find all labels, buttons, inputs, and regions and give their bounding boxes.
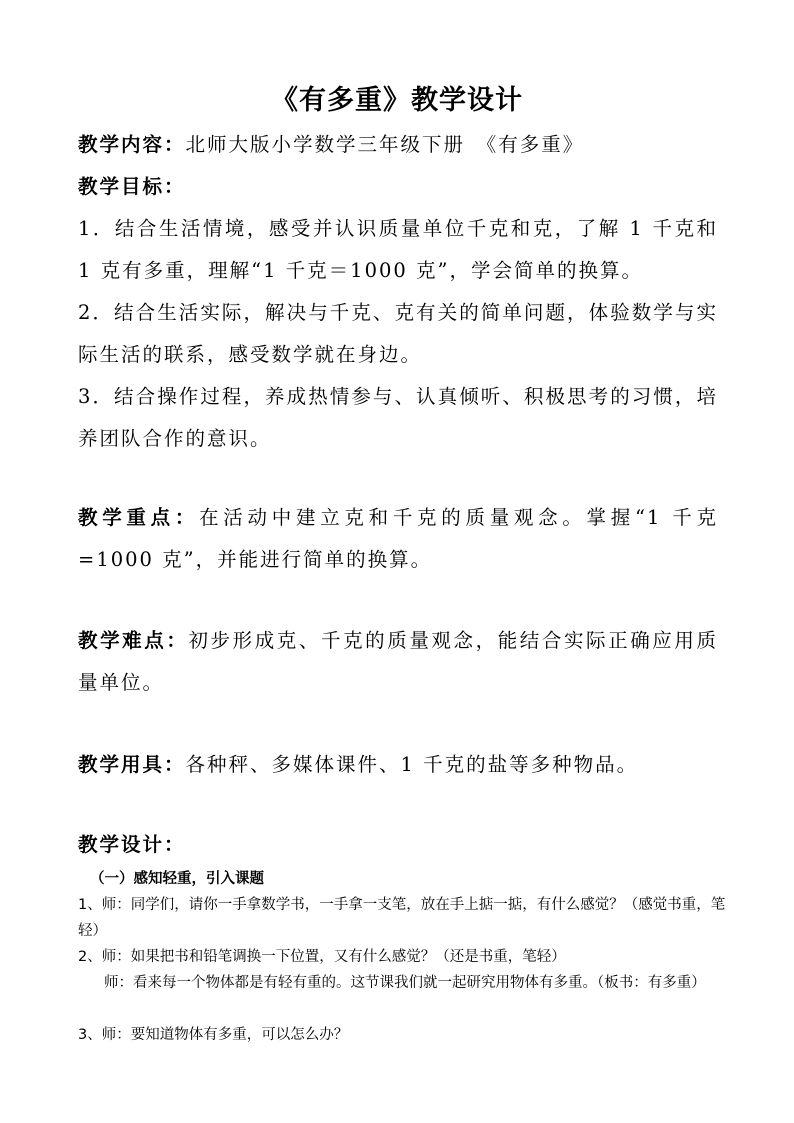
key-point (78, 497, 718, 581)
key-point-text: 在活动中建立克和千克的质量观念。掌握“1 千克 =1000 克”，并能进行简单的换算。 (78, 506, 718, 571)
design-line-4: 3、师：要知道物体有多重，可以怎么办？ (78, 1027, 349, 1043)
difficulty-label: 教学难点： (78, 629, 189, 652)
tools (78, 744, 718, 786)
difficulty (78, 620, 718, 704)
goals-label-text: 教学目标： (78, 175, 186, 198)
goal-item-3: 3．结合操作过程，养成热情参与、认真倾听、积极思考的习惯，培养团队合作的意识。 (78, 385, 718, 450)
design-line-1: 1、师：同学们，请你一手拿数学书，一手拿一支笔，放在手上掂一掂，有什么感觉？（感觉书重，笔轻） (78, 897, 726, 939)
section-1-title (78, 866, 728, 892)
tools-label: 教学用具： (78, 753, 186, 776)
teaching-content-text: 北师大版小学数学三年级下册 《有多重》 (185, 133, 585, 156)
teaching-goals-label (78, 166, 718, 208)
key-point-label: 教学重点： (78, 506, 200, 529)
goal-item-2: 2．结合生活实际，解决与千克、克有关的简单问题，体验数学与实际生活的联系，感受数学就在身边。 (78, 301, 718, 366)
teaching-content (78, 124, 718, 166)
teaching-content-label: 教学内容： (78, 133, 186, 156)
design-line-3: 师：看来每一个物体都是有轻有重的。这节课我们就一起研究用物体有多重。（板书：有多重） (104, 975, 706, 991)
design-label-text: 教学设计： (78, 833, 186, 856)
section-1-title-text: （一）感知轻重，引入课题 (90, 871, 264, 887)
goal-item-1: 1．结合生活情境，感受并认识质量单位千克和克，了解 1 千克和 1 克有多重，理解“1 千克＝1000 克”，学会简单的换算。 (78, 217, 718, 282)
design-line-2: 2、师：如果把书和铅笔调换一下位置，又有什么感觉？（还是书重，笔轻） (78, 949, 566, 965)
design-label (78, 824, 718, 866)
document-title: 《有多重》教学设计 (271, 85, 523, 116)
difficulty-text: 初步形成克、千克的质量观念，能结合实际正确应用质量单位。 (78, 629, 718, 694)
tools-text: 各种秤、多媒体课件、1 千克的盐等多种物品。 (185, 753, 639, 776)
